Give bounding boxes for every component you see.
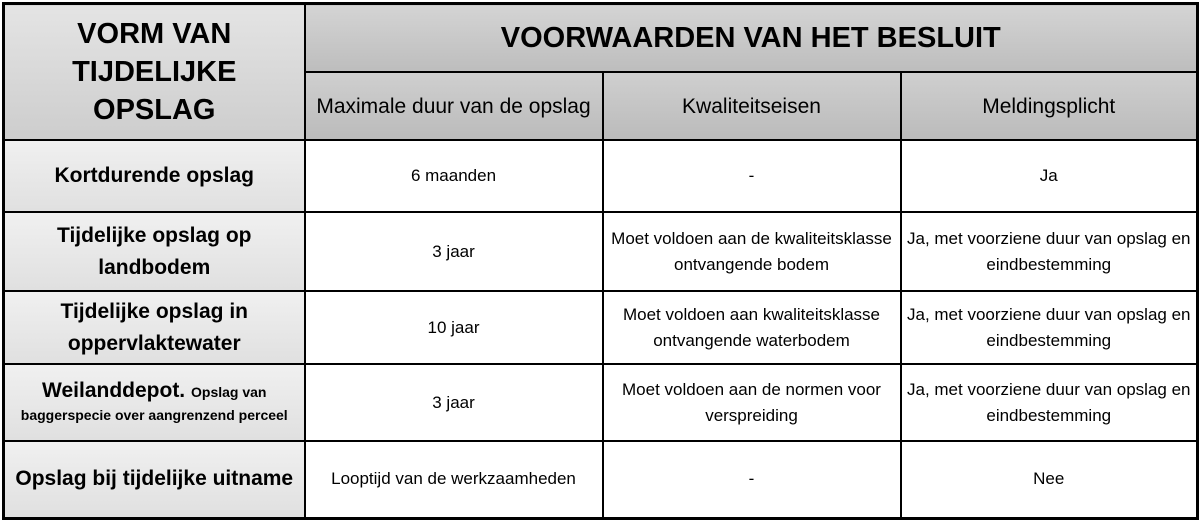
row-header xyxy=(4,364,305,441)
table-row xyxy=(4,291,1198,364)
row-header-label: Opslag bij tijdelijke uitname xyxy=(15,467,294,491)
row-header-label: Kortdurende opslag xyxy=(54,164,254,187)
quality-cell: Moet voldoen aan de normen voor verspreiding xyxy=(603,364,901,441)
conditions-table xyxy=(2,2,1199,520)
duration-cell: 10 jaar xyxy=(305,291,603,364)
duration-cell: 6 maanden xyxy=(305,140,603,212)
quality-cell: - xyxy=(603,441,901,518)
column-header-notification: Meldingsplicht xyxy=(901,72,1198,140)
quality-cell: Moet voldoen aan de kwaliteitsklasse ontvangende bodem xyxy=(603,212,901,291)
group-header: VOORWAARDEN VAN HET BESLUIT xyxy=(305,4,1198,73)
table-row xyxy=(4,441,1198,518)
notification-cell: Ja, met voorziene duur van opslag en eindbestemming xyxy=(901,291,1198,364)
notification-cell: Ja, met voorziene duur van opslag en eindbestemming xyxy=(901,364,1198,441)
quality-cell: - xyxy=(603,140,901,212)
duration-cell: Looptijd van de werkzaamheden xyxy=(305,441,603,518)
table-row xyxy=(4,364,1198,441)
column-header-quality: Kwaliteitseisen xyxy=(603,72,901,140)
row-header xyxy=(4,212,305,291)
notification-cell: Nee xyxy=(901,441,1198,518)
row-header xyxy=(4,441,305,518)
notification-cell: Ja xyxy=(901,140,1198,212)
row-header xyxy=(4,140,305,212)
header-row xyxy=(4,4,1198,73)
quality-cell: Moet voldoen aan kwaliteitsklasse ontvangende waterbodem xyxy=(603,291,901,364)
row-header-label: Weilanddepot. xyxy=(42,378,186,402)
row-header xyxy=(4,291,305,364)
duration-cell: 3 jaar xyxy=(305,212,603,291)
table-row xyxy=(4,140,1198,212)
corner-header: VORM VAN TIJDELIJKE OPSLAG xyxy=(4,4,305,141)
table-row xyxy=(4,212,1198,291)
duration-cell: 3 jaar xyxy=(305,364,603,441)
row-header-label: Tijdelijke opslag op landbodem xyxy=(57,223,252,279)
notification-cell: Ja, met voorziene duur van opslag en eindbestemming xyxy=(901,212,1198,291)
row-header-sublabel: Opslag van baggerspecie over aangrenzend perceel xyxy=(20,383,288,423)
row-header-label: Tijdelijke opslag in oppervlaktewater xyxy=(60,299,248,355)
column-header-duration: Maximale duur van de opslag xyxy=(305,72,603,140)
